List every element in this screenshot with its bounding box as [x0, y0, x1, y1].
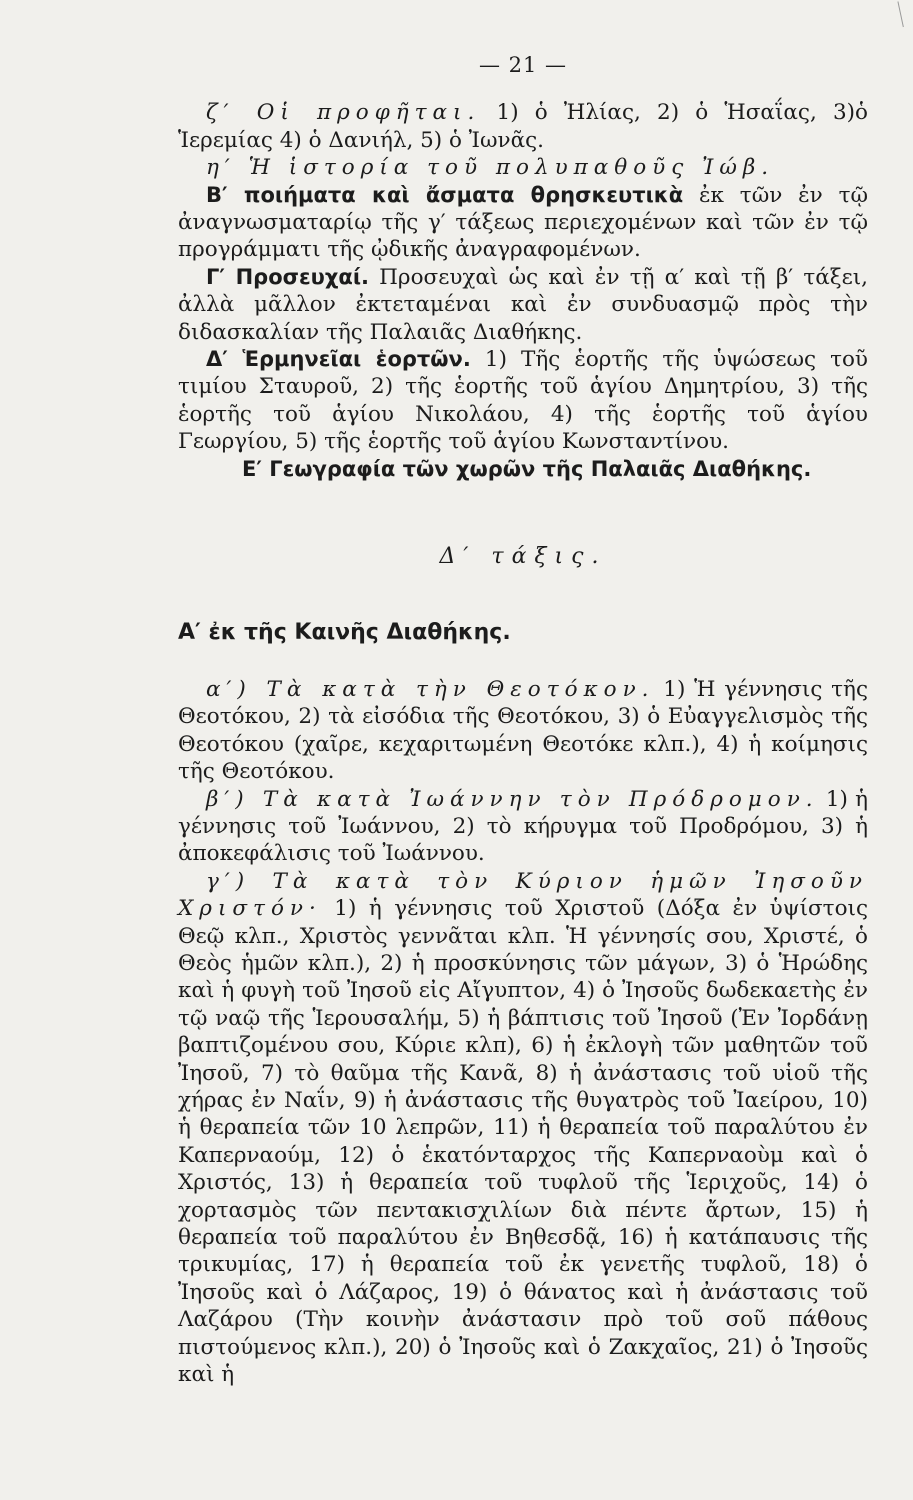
paragraph-text: 1) Ἡ γέννησις τῆς Θεοτόκου, 2) τὰ εἰσόδια τῆς Θεοτόκου, 3) ὁ Εὐαγγελισμὸς τῆς Θεοτόκου (χαῖρε, κεχαριτωμένη Θεοτόκε κλπ.), 4) ἡ κοίμησις τῆς Θεοτόκου.: [178, 676, 868, 785]
paragraph-label: α′) Τὰ κατὰ τὴν Θεοτόκον.: [206, 676, 655, 702]
paragraph-text: ἐκ τῶν ἐν τῷ ἀναγνωσματαρίῳ τῆς γ′ τάξεως περιεχομένων καὶ τῶν ἐν τῷ προγράμματι τῆς ᾠδικῆς ἀναγραφομένων.: [178, 182, 868, 263]
paragraph-christ: [178, 868, 868, 1389]
book-page: [178, 52, 868, 1388]
paragraph-text: 1) Τῆς ἑορτῆς τῆς ὑψώσεως τοῦ τιμίου Σταυροῦ, 2) τῆς ἑορτῆς τοῦ ἁγίου Δημητρίου, 3) τῆς ἑορτῆς τοῦ ἁγίου Νικολάου, 4) τῆς ἑορτῆς τοῦ ἁγίου Γεωργίου, 5) τῆς ἑορτῆς τοῦ ἁγίου Κωνσταντίνου.: [178, 347, 868, 455]
paragraph-text: 1) ἡ γέννησις τοῦ Ἰωάννου, 2) τὸ κήρυγμα τοῦ Προδρόμου, 3) ἡ ἀποκεφάλισις τοῦ Ἰωάννου.: [178, 786, 868, 867]
paragraph-text: Προσευχαὶ ὡς καὶ ἐν τῇ α′ καὶ τῇ β′ τάξει, ἀλλὰ μᾶλλον ἐκτεταμέναι καὶ ἐν συνδυασμῷ πρὸς τὴν διδασκαλίαν τῆς Παλαιᾶς Διαθήκης.: [178, 264, 868, 345]
paragraph-prodromos: [178, 786, 868, 868]
page-corner-mark: [897, 0, 913, 27]
paragraph-prayers: [178, 264, 868, 346]
paragraph-theotokos: [178, 676, 868, 786]
page-number: — 21 —: [478, 53, 568, 77]
paragraph-text: 1) ἡ γέννησις τοῦ Χριστοῦ (Δόξα ἐν ὑψίστοις Θεῷ κλπ., Χριστὸς γεννᾶται κλπ. Ἡ γέννησίς σου, Χριστέ, ὁ Θεὸς ἡμῶν κλπ.), 2) ἡ προσκύνησις τῶν μάγων, 3) ὁ Ἡρώδης καὶ ἡ φυγὴ τοῦ Ἰησοῦ εἰς Αἴγυπτον, 4) ὁ Ἰησοῦς δωδεκαετὴς ἐν τῷ ναῷ τῆς Ἱερουσαλήμ, 5) ἡ βάπτισις τοῦ Ἰησοῦ (Ἐν Ἰορδάνῃ βαπτιζομένου σου, Κύριε κλπ), 6) ἡ ἐκλογὴ τῶν μαθητῶν τοῦ Ἰησοῦ, 7) τὸ θαῦμα τῆς Κανᾶ, 8) ἡ ἀνάστασις τοῦ υἱοῦ τῆς χήρας ἐν Ναΐν, 9) ἡ ἀνάστασις τῆς θυγατρὸς τοῦ Ἰαείρου, 10) ἡ θεραπεία τῶν 10 λεπρῶν, 11) ἡ θεραπεία τοῦ παραλύτου ἐν Καπερναούμ, 12) ὁ ἑκατόνταρχος τῆς Καπερναοὺμ καὶ ὁ Χριστός, 13) ἡ θεραπεία τοῦ τυφλοῦ τῆς Ἱεριχοῦς, 14) ὁ χορτασμὸς τῶν πεντακισχιλίων διὰ πέντε ἄρτων, 15) ἡ θεραπεία τοῦ παραλύτου ἐν Βηθεσδᾷ, 16) ἡ κατάπαυσις τῆς τρικυμίας, 17) ἡ θεραπεία τοῦ ἐκ γενετῆς τυφλοῦ, 18) ὁ Ἰησοῦς καὶ ὁ Λάζαρος, 19) ὁ θάνατος καὶ ἡ ἀνάστασις τοῦ Λαζάρου (Τὴν κοινὴν ἀνάστασιν πρὸ τοῦ σοῦ πάθους πιστούμενος κλπ.), 20) ὁ Ἰησοῦς καὶ ὁ Ζακχαῖος, 21) ὁ Ἰησοῦς καὶ ἡ: [178, 896, 868, 1388]
paragraph-heading: Δ′ Ἑρμηνεῖαι ἑορτῶν.: [206, 347, 471, 372]
paragraph-job: [178, 154, 868, 181]
paragraph-heading: Γ′ Προσευχαί.: [206, 264, 369, 289]
paragraph-prophets: [178, 99, 868, 154]
paragraph-text: 1) ὁ Ἠλίας, 2) ὁ Ἡσαΐας, 3)ὁ Ἱερεμίας 4) ὁ Δανιήλ, 5) ὁ Ἰωνᾶς.: [178, 100, 868, 153]
paragraph-label: β′) Τὰ κατὰ Ἰωάννην τὸν Πρόδρομον.: [206, 786, 819, 812]
paragraph-label: η′ Ἡ ἱστορία τοῦ πολυπαθοῦς Ἰώβ.: [206, 155, 775, 181]
paragraph-label: ζ′ Οἱ προφῆται.: [206, 100, 481, 126]
heading-geography: Ε′ Γεωγραφία τῶν χωρῶν τῆς Παλαιᾶς Διαθήκης.: [242, 456, 812, 481]
paragraph-feasts: [178, 346, 868, 456]
section-a-heading: Α′ ἐκ τῆς Καινῆς Διαθήκης.: [178, 619, 511, 645]
paragraph-heading: Β′ ποιήματα καὶ ἄσματα θρησκευτικὰ: [206, 182, 684, 207]
class-heading: Δ′ τάξις.: [439, 544, 607, 570]
paragraph-poems: [178, 182, 868, 264]
paragraph-label: γ′) Τὰ κατὰ τὸν Κύριον ἡμῶν Ἰησοῦν Χριστόν·: [178, 868, 868, 922]
